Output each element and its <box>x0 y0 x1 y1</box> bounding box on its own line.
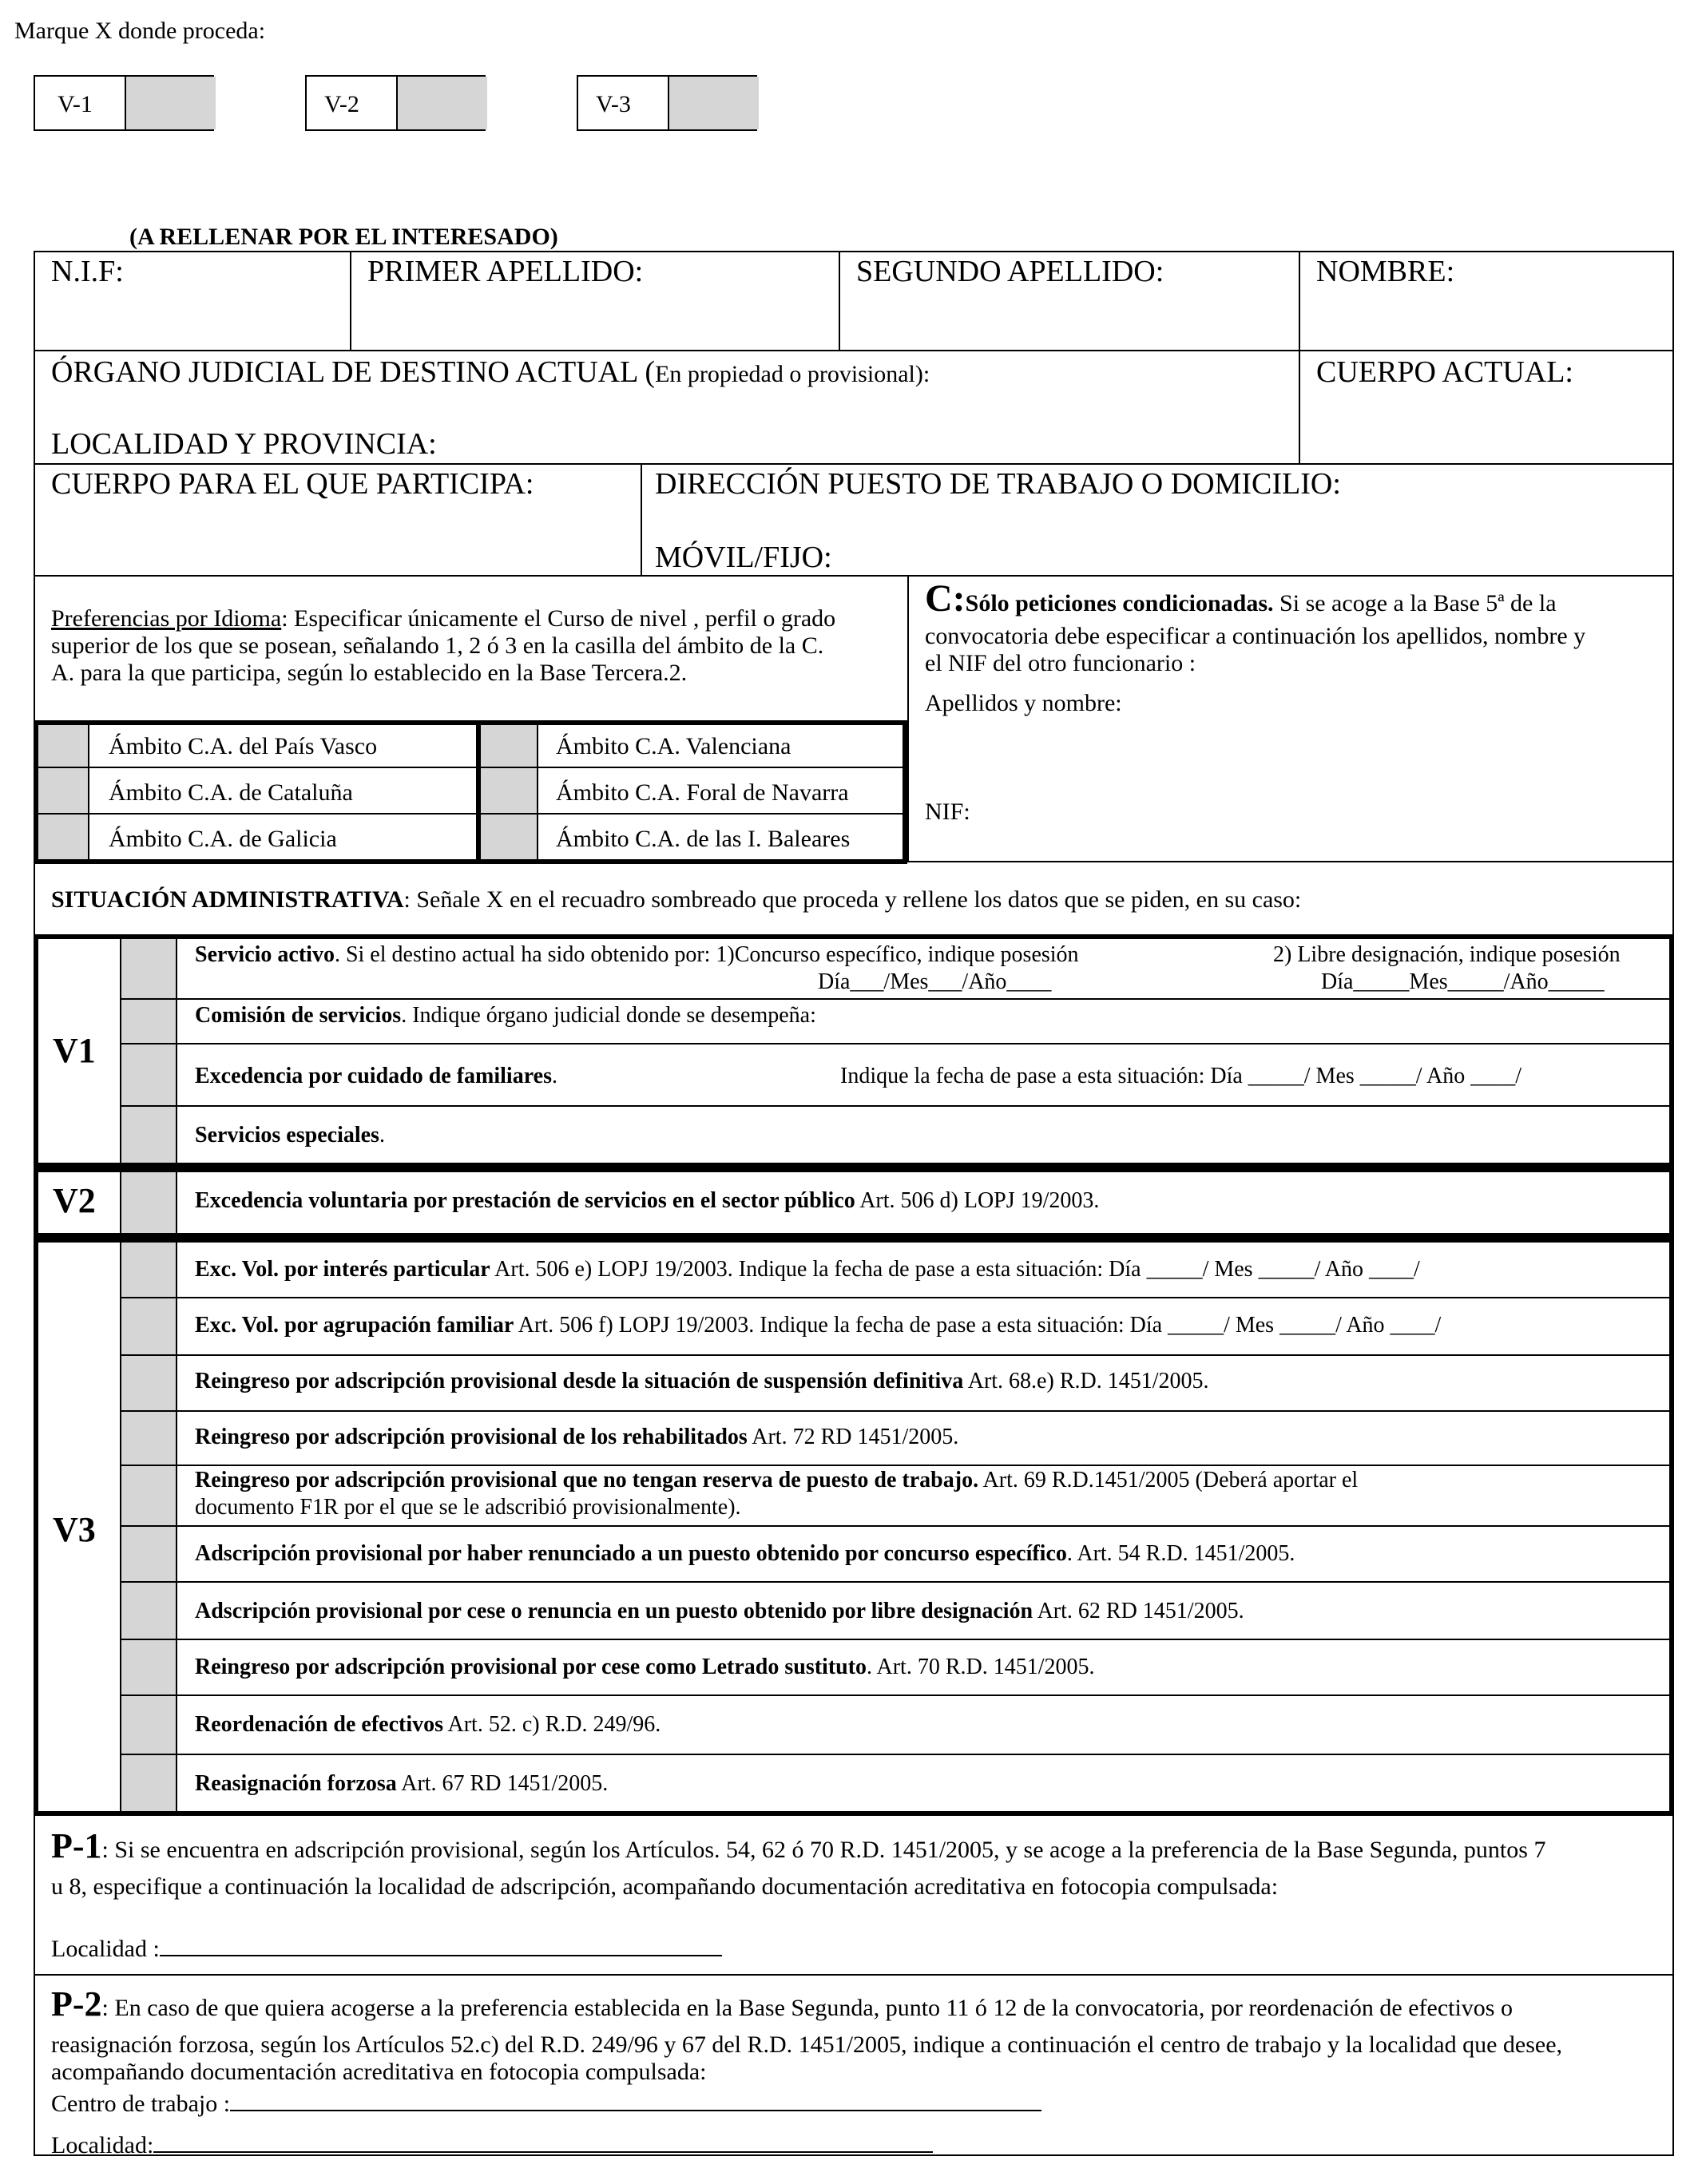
v3-option-desc: Art. 506 f) LOPJ 19/2003. Indique la fecha de pase a esta situación: Día _____/ Mes _____/ Año ____/ <box>514 1313 1442 1338</box>
p2-line-3: acompañando documentación acreditativa en fotocopia compulsada: <box>51 2059 707 2085</box>
condicionadas-line-1: Si se acoge a la Base 5ª de la <box>1273 590 1557 616</box>
v3-option-desc: Art. 67 RD 1451/2005. <box>396 1771 609 1796</box>
fill-note: (A RELLENAR POR EL INTERESADO) <box>129 224 558 250</box>
p2-heading <box>51 1984 1513 2024</box>
nombre-field[interactable]: NOMBRE: <box>1316 255 1455 288</box>
p2-centro-field[interactable] <box>51 2086 1041 2118</box>
v2-row-label: V2 <box>53 1181 96 1220</box>
organo-note: En propiedad o provisional): <box>655 361 930 387</box>
servicios-especiales-checkbox[interactable] <box>121 1107 176 1163</box>
v3-label: V-3 <box>596 91 631 117</box>
servicio-activo-desc: . Si el destino actual ha sido obtenido por: 1)Concurso específico, indique posesión <box>334 942 1079 967</box>
v3-option-2 <box>195 1313 1441 1338</box>
instruction: Marque X donde proceda: <box>14 18 266 44</box>
movil-field[interactable]: MÓVIL/FIJO: <box>655 541 832 574</box>
v3-checkbox-4[interactable] <box>121 1412 176 1465</box>
v3-checkbox-9[interactable] <box>121 1696 176 1754</box>
libre-fecha-field[interactable]: Día_____Mes_____/Año_____ <box>1321 969 1605 994</box>
excedencia-voluntaria-desc: Art. 506 d) LOPJ 19/2003. <box>855 1188 1100 1213</box>
organo-field[interactable] <box>51 355 930 390</box>
ambito-label: Ámbito C.A. de Galicia <box>109 826 337 852</box>
cuerpo-actual-field[interactable]: CUERPO ACTUAL: <box>1316 355 1573 389</box>
v3-option-label: Reasignación forzosa <box>195 1771 397 1796</box>
v3-checkbox-10[interactable] <box>121 1755 176 1811</box>
v3-option-8 <box>195 1655 1095 1680</box>
v3-option-label: Reingreso por adscripción provisional desde la situación de suspensión definitiva <box>195 1369 964 1393</box>
apellidos-nombre-field[interactable]: Apellidos y nombre: <box>925 690 1122 716</box>
v3-option-10 <box>195 1771 608 1797</box>
servicio-activo-label: Servicio activo <box>195 942 335 967</box>
servicio-activo-checkbox[interactable] <box>121 939 176 998</box>
excedencia-voluntaria-checkbox[interactable] <box>121 1172 176 1233</box>
concurso-fecha-field[interactable]: Día___/Mes___/Año____ <box>818 969 1052 994</box>
idioma-line-1: : Especificar únicamente el Curso de nivel , perfil o grado <box>281 605 836 632</box>
excedencia-voluntaria-label: Excedencia voluntaria por prestación de servicios en el sector público <box>195 1188 855 1213</box>
organo-label: ÓRGANO JUDICIAL DE DESTINO ACTUAL ( <box>51 355 656 389</box>
v3-option-desc: Art. 68.e) R.D. 1451/2005. <box>963 1369 1209 1393</box>
segundo-apellido-field[interactable]: SEGUNDO APELLIDO: <box>856 255 1164 288</box>
v3-checkbox-1[interactable] <box>121 1243 176 1297</box>
v3-option-label: Adscripción provisional por cese o renuncia en un puesto obtenido por libre designación <box>195 1599 1033 1623</box>
v3-option-4 <box>195 1425 958 1450</box>
ambito-label: Ámbito C.A. de Cataluña <box>109 779 353 806</box>
condicionadas-line-2: convocatoria debe especificar a continuación los apellidos, nombre y <box>925 623 1586 649</box>
p1-line-1: : Si se encuentra en adscripción provisional, según los Artículos. 54, 62 ó 70 R.D. 1451/2005, y se acoge a la preferencia de la Base Segunda, puntos 7 <box>101 1837 1546 1863</box>
v3-option-label: Reingreso por adscripción provisional de los rehabilitados <box>195 1425 748 1449</box>
ambito-label: Ámbito C.A. del País Vasco <box>109 733 378 759</box>
ambito-baleares-box[interactable] <box>481 815 537 859</box>
condicionadas-title: Sólo peticiones condicionadas. <box>965 590 1274 616</box>
idioma-text <box>51 605 835 632</box>
localidad-provincia-field[interactable]: LOCALIDAD Y PROVINCIA: <box>51 427 437 461</box>
v3-row-label: V3 <box>53 1510 96 1549</box>
ambito-cataluna-box[interactable] <box>38 768 88 813</box>
v3-option-desc: Art. 62 RD 1451/2005. <box>1033 1599 1244 1623</box>
situacion-text: : Señale X en el recuadro sombreado que proceda y rellene los datos que se piden, en su caso: <box>403 886 1302 913</box>
v3-checkbox-7[interactable] <box>121 1583 176 1639</box>
especiales-text <box>195 1123 385 1148</box>
v3-option-7 <box>195 1599 1244 1624</box>
v1-checkbox[interactable] <box>125 77 216 129</box>
v1-row-label: V1 <box>53 1031 96 1070</box>
ambito-pais-vasco-box[interactable] <box>38 725 88 767</box>
v3-option-desc: Art. 69 R.D.1451/2005 (Deberá aportar el <box>978 1468 1359 1492</box>
v3-option-label: Reingreso por adscripción provisional que no tengan reserva de puesto de trabajo. <box>195 1468 979 1492</box>
cuerpo-participa-field[interactable]: CUERPO PARA EL QUE PARTICIPA: <box>51 467 534 501</box>
v2-selector[interactable] <box>305 75 486 131</box>
v1-selector[interactable] <box>34 75 214 131</box>
condicionadas-nif-field[interactable]: NIF: <box>925 799 970 825</box>
v3-selector[interactable] <box>577 75 757 131</box>
situacion-title: SITUACIÓN ADMINISTRATIVA <box>51 886 404 913</box>
v3-option-desc: . Art. 54 R.D. 1451/2005. <box>1066 1541 1295 1566</box>
ambito-label: Ámbito C.A. de las I. Baleares <box>556 826 851 852</box>
v3-option-label: Adscripción provisional por haber renunciado a un puesto obtenido por concurso específico <box>195 1541 1067 1566</box>
v3-option-desc: . Art. 70 R.D. 1451/2005. <box>867 1655 1095 1679</box>
idioma-line-2: superior de los que se posean, señalando 1, 2 ó 3 en la casilla del ámbito de la C. <box>51 632 824 659</box>
v3-option-6 <box>195 1541 1295 1567</box>
p2-localidad-line[interactable] <box>153 2127 933 2153</box>
idioma-title: Preferencias por Idioma <box>51 605 282 632</box>
especiales-label: Servicios especiales <box>195 1123 379 1147</box>
comision-label: Comisión de servicios <box>195 1003 402 1028</box>
v3-checkbox-3[interactable] <box>121 1356 176 1410</box>
v3-option-9 <box>195 1712 661 1738</box>
v3-checkbox[interactable] <box>668 77 759 129</box>
condicionadas-letter: C: <box>925 577 966 620</box>
p2-centro-line[interactable] <box>230 2086 1041 2111</box>
p2-label: P-2 <box>51 1984 102 2023</box>
ambito-valenciana-box[interactable] <box>481 725 537 767</box>
v3-checkbox-6[interactable] <box>121 1527 176 1581</box>
situacion-heading <box>51 886 1301 914</box>
p2-line-1: : En caso de que quiera acogerse a la preferencia establecida en la Base Segunda, punto 11 ó 12 de la convocatoria, por reordenación de efectivos o <box>101 1995 1513 2021</box>
p1-localidad-label: Localidad : <box>51 1936 160 1962</box>
v3-option-desc: Art. 52. c) R.D. 249/96. <box>443 1712 661 1737</box>
p2-localidad-label: Localidad: <box>51 2132 154 2158</box>
v3-option-1 <box>195 1257 1420 1282</box>
servicio-activo-text <box>195 942 1079 968</box>
v2-label: V-2 <box>324 91 359 117</box>
p1-localidad-line[interactable] <box>160 1931 722 1956</box>
p1-heading <box>51 1825 1545 1866</box>
p1-label: P-1 <box>51 1826 102 1865</box>
p1-localidad-field[interactable] <box>51 1931 722 1963</box>
p2-line-2: reasignación forzosa, según los Artículos 52.c) del R.D. 249/96 y 67 del R.D. 1451/2005, indique a continuación el centro de trabajo y la localidad que desee, <box>51 2031 1563 2058</box>
p2-centro-label: Centro de trabajo : <box>51 2091 231 2117</box>
primer-apellido-field[interactable]: PRIMER APELLIDO: <box>367 255 644 288</box>
ambito-label: Ámbito C.A. Foral de Navarra <box>556 779 849 806</box>
v3-checkbox-8[interactable] <box>121 1640 176 1694</box>
ambito-galicia-box[interactable] <box>38 815 88 859</box>
nif-field[interactable]: N.I.F: <box>51 255 124 288</box>
v3-option-desc: Art. 72 RD 1451/2005. <box>747 1425 959 1449</box>
v3-option-5 <box>195 1468 1358 1493</box>
condicionadas-heading <box>925 577 1557 620</box>
v3-option-label: Exc. Vol. por agrupación familiar <box>195 1313 514 1338</box>
ambito-navarra-box[interactable] <box>481 768 537 813</box>
excedencia-label: Excedencia por cuidado de familiares <box>195 1064 552 1088</box>
v3-option-5-line-2: documento F1R por el que se le adscribió provisionalmente). <box>195 1495 741 1520</box>
v3-option-label: Reingreso por adscripción provisional por cese como Letrado sustituto <box>195 1655 867 1679</box>
v3-option-desc: Art. 506 e) LOPJ 19/2003. Indique la fecha de pase a esta situación: Día _____/ Mes _____/ Año ____/ <box>490 1257 1420 1282</box>
v1-label: V-1 <box>58 91 93 117</box>
excedencia-desc: . <box>551 1064 557 1088</box>
direccion-field[interactable]: DIRECCIÓN PUESTO DE TRABAJO O DOMICILIO: <box>655 467 1341 501</box>
ambito-label: Ámbito C.A. Valenciana <box>556 733 791 759</box>
v3-option-label: Reordenación de efectivos <box>195 1712 444 1737</box>
v3-checkbox-5[interactable] <box>121 1466 176 1525</box>
excedencia-familiares-checkbox[interactable] <box>121 1044 176 1105</box>
p1-line-2: u 8, especifique a continuación la localidad de adscripción, acompañando documentación acreditativa en fotocopia compulsada: <box>51 1873 1279 1900</box>
v3-option-label: Exc. Vol. por interés particular <box>195 1257 490 1282</box>
idioma-line-3: A. para la que participa, según lo establecido en la Base Tercera.2. <box>51 660 688 686</box>
especiales-desc: . <box>379 1123 385 1147</box>
v3-option-3 <box>195 1369 1209 1394</box>
v2-checkbox[interactable] <box>396 77 487 129</box>
p2-localidad-field[interactable] <box>51 2127 933 2159</box>
v3-checkbox-2[interactable] <box>121 1298 176 1354</box>
condicionadas-line-3: el NIF del otro funcionario : <box>925 650 1196 676</box>
comision-desc: . Indique órgano judicial donde se desempeña: <box>401 1003 816 1028</box>
libre-designacion-text: 2) Libre designación, indique posesión <box>1273 942 1621 967</box>
comision-text <box>195 1003 816 1029</box>
excedencia-fecha-field[interactable]: Indique la fecha de pase a esta situación: Día _____/ Mes _____/ Año ____/ <box>840 1064 1522 1088</box>
comision-servicios-checkbox[interactable] <box>121 1000 176 1043</box>
excedencia-voluntaria-text <box>195 1188 1099 1214</box>
excedencia-text <box>195 1064 557 1089</box>
